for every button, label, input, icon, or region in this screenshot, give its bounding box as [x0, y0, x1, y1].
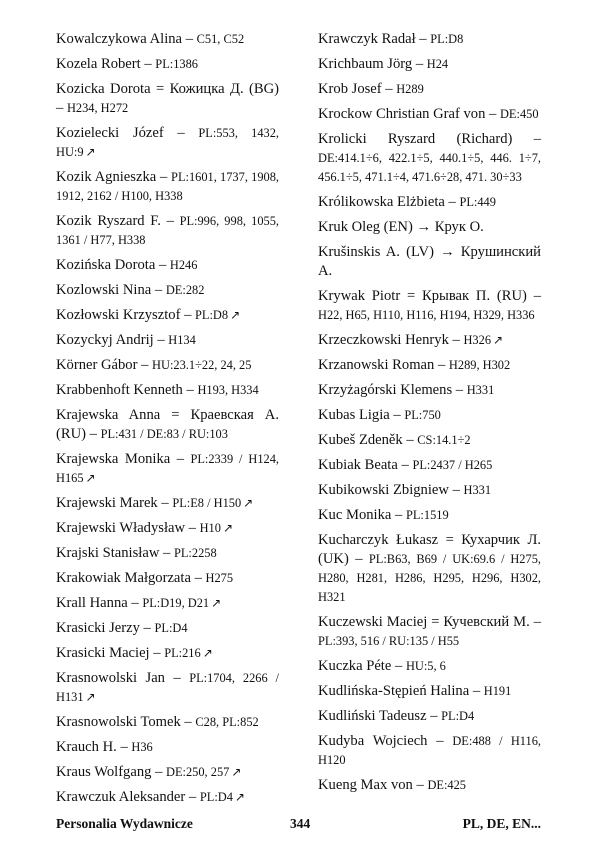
- entry-name: Kozłowski Krzysztof: [56, 307, 181, 323]
- entry-references: PL:B63, B69 / UK:69.6 / H275, H280, H281, H286, H295, H296, H302, H321: [318, 552, 541, 604]
- entry-references: PL:2339 / H124, H165: [56, 452, 280, 485]
- entry-name: Kudlińska-Stępień Halina: [318, 683, 470, 699]
- index-entry: Kuczka Péte – HU:5, 6: [318, 658, 446, 674]
- entry-references: H331: [463, 483, 492, 497]
- entry-name: Kudyba Wojciech: [318, 733, 428, 749]
- index-entry: Kozlowski Nina – DE:282: [56, 282, 205, 298]
- entry-references: H289, H302: [448, 358, 511, 372]
- index-entry: Krakowiak Małgorzata – H275: [56, 570, 234, 586]
- entry-references: PL:431 / DE:83 / RU:103: [100, 427, 228, 441]
- entry-name: Krawczyk Radał: [318, 31, 416, 47]
- index-entry: Krzanowski Roman – H289, H302: [318, 357, 511, 373]
- entry-references: CS:14.1÷2: [417, 433, 471, 447]
- entry-name: Krob Josef: [318, 81, 382, 97]
- entry-name: Kowalczykowa Alina: [56, 31, 183, 47]
- entry-name: Kueng Max von: [318, 777, 413, 793]
- entry-name: Kuczka Péte: [318, 658, 392, 674]
- entry-references: PL:1519: [405, 508, 449, 522]
- index-entry: Krasicki Maciej – PL:216 ↗: [56, 645, 213, 661]
- entry-name: Krasicki Maciej: [56, 645, 150, 661]
- entry-references: H10: [199, 521, 221, 535]
- index-entry: Krasnowolski Tomek – C28, PL:852: [56, 714, 259, 730]
- entry-name: Kuczewski Maciej = Кучевский М.: [318, 614, 530, 630]
- see-also-arrow-icon: ↗: [243, 496, 254, 510]
- entry-references: C51, C52: [196, 32, 245, 46]
- entry-references: PL:553, 1432, HU:9: [56, 126, 279, 159]
- index-entry: Królikowska Elżbieta – PL:449: [318, 194, 496, 210]
- entry-references: PL:D8: [195, 308, 229, 322]
- index-entry: Krawczuk Aleksander – PL:D4 ↗: [56, 789, 245, 805]
- entry-name: Kucharczyk Łukasz = Кухарчик Л. (UK): [318, 532, 541, 567]
- entry-name: Krzyżagórski Klemens: [318, 382, 453, 398]
- see-also-arrow-icon: ↗: [234, 790, 245, 804]
- entry-references: HU:5, 6: [405, 659, 446, 673]
- entry-name: Kraus Wolfgang: [56, 764, 152, 780]
- index-entry: Krzeczkowski Henryk – H326 ↗: [318, 332, 504, 348]
- entry-name: Krzeczkowski Henryk: [318, 332, 449, 348]
- index-entry: Kubeš Zdeněk – CS:14.1÷2: [318, 432, 471, 448]
- index-entry: Krasnowolski Jan – PL:1704, 2266 / H131 ↗: [56, 670, 279, 704]
- entry-name: Kozińska Dorota: [56, 257, 156, 273]
- entry-references: DE:282: [165, 283, 205, 297]
- entry-name: Kozielecki Józef: [56, 125, 164, 141]
- index-entry: Krauch H. – H36: [56, 739, 153, 755]
- index-entry: Kudlińska-Stępień Halina – H191: [318, 683, 512, 699]
- entry-references: PL:D4: [154, 621, 188, 635]
- index-entry: Kozyckyj Andrij – H134: [56, 332, 196, 348]
- page-number: 344: [290, 816, 311, 831]
- entry-references: PL:216: [164, 646, 201, 660]
- index-entry: Kozik Ryszard F. – PL:996, 998, 1055, 1361 / H77, H338: [56, 213, 280, 247]
- entry-name: Kubiak Beata: [318, 457, 398, 473]
- entry-references: PL:1704, 2266 / H131: [56, 671, 279, 704]
- see-also-arrow-icon: ↗: [211, 596, 222, 610]
- index-column-right: [318, 30, 541, 801]
- entry-references: PL:996, 998, 1055, 1361 / H77, H338: [56, 214, 280, 247]
- index-column-left: [56, 30, 279, 813]
- entry-references: H289: [396, 82, 424, 96]
- index-entry: Kozicka Dorota = Кожицка Д. (BG) – H234, H272: [56, 81, 279, 116]
- entry-name: Krušinskis A. (LV) → Крушинский А.: [318, 244, 541, 279]
- entry-references: C28, PL:852: [195, 715, 259, 729]
- entry-references: PL:750: [404, 408, 441, 422]
- index-entry: Körner Gábor – HU:23.1÷22, 24, 25: [56, 357, 252, 373]
- index-entry: Krichbaum Jörg – H24: [318, 56, 449, 72]
- entry-references: PL:D4: [199, 790, 233, 804]
- index-entry: Krawczyk Radał – PL:D8: [318, 31, 464, 47]
- entry-references: DE:414.1÷6, 422.1÷5, 440.1÷5, 446. 1÷7, 456.1÷5, 471.1÷4, 471.6÷28, 471. 30÷33: [318, 151, 541, 184]
- entry-references: PL:D19, D21: [142, 596, 210, 610]
- entry-name: Krajewski Władysław: [56, 520, 186, 536]
- footer-publication-title: Personalia Wydawnicze: [56, 816, 193, 831]
- entry-name: Krasicki Jerzy: [56, 620, 140, 636]
- entry-references: PL:2437 / H265: [412, 458, 493, 472]
- entry-name: Körner Gábor: [56, 357, 138, 373]
- entry-name: Kozik Ryszard F.: [56, 213, 161, 229]
- index-entry: Krajewski Władysław – H10 ↗: [56, 520, 234, 536]
- entry-name: Krajski Stanisław: [56, 545, 160, 561]
- see-also-arrow-icon: ↗: [230, 308, 241, 322]
- entry-references: H234, H272: [66, 101, 129, 115]
- entry-name: Krasnowolski Jan: [56, 670, 165, 686]
- entry-references: H22, H65, H110, H116, H194, H329, H336: [318, 308, 535, 322]
- index-entry: Kozik Agnieszka – PL:1601, 1737, 1908, 1912, 2162 / H100, H338: [56, 169, 280, 203]
- entry-name: Kubeš Zdeněk: [318, 432, 403, 448]
- entry-name: Krawczuk Aleksander: [56, 789, 186, 805]
- entry-name: Kozela Robert: [56, 56, 141, 72]
- see-also-arrow-icon: ↗: [85, 145, 96, 159]
- index-entry: Kozłowski Krzysztof – PL:D8 ↗: [56, 307, 241, 323]
- entry-name: Kudliński Tadeusz: [318, 708, 427, 724]
- entry-references: DE:488 / H116, H120: [318, 734, 541, 767]
- index-entry: Krockow Christian Graf von – DE:450: [318, 106, 539, 122]
- entry-references: H326: [463, 333, 492, 347]
- entry-references: H331: [466, 383, 495, 397]
- index-entry: Kucharczyk Łukasz = Кухарчик Л. (UK) – PL:B63, B69 / UK:69.6 / H275, H280, H281, H286, H295, H296, H302, H321: [318, 532, 541, 604]
- index-entry: Krajewska Anna = Краевская А. (RU) – PL:431 / DE:83 / RU:103: [56, 407, 279, 442]
- entry-name: Królikowska Elżbieta: [318, 194, 445, 210]
- index-entry: Krywak Piotr = Крывак П. (RU) – H22, H65, H110, H116, H194, H329, H336: [318, 288, 541, 322]
- entry-name: Krywak Piotr = Крывак П. (RU): [318, 288, 527, 304]
- index-entry: Kozielecki Józef – PL:553, 1432, HU:9 ↗: [56, 125, 279, 159]
- entry-references: PL:393, 516 / RU:135 / H55: [318, 634, 460, 648]
- index-entry: Krajski Stanisław – PL:2258: [56, 545, 217, 561]
- entry-references: DE:450: [499, 107, 539, 121]
- entry-name: Krolicki Ryszard (Richard): [318, 131, 513, 147]
- entry-references: PL:449: [459, 195, 496, 209]
- see-also-arrow-icon: ↗: [85, 471, 96, 485]
- index-entry: Kubiak Beata – PL:2437 / H265: [318, 457, 493, 473]
- index-entry: Krajewska Monika – PL:2339 / H124, H165 ↗: [56, 451, 280, 485]
- entry-references: H191: [483, 684, 512, 698]
- index-entry: Krolicki Ryszard (Richard) – DE:414.1÷6, 422.1÷5, 440.1÷5, 446. 1÷7, 456.1÷5, 471.1÷4, 471.6÷28, 471. 30÷33: [318, 131, 541, 184]
- entry-name: Krauch H.: [56, 739, 117, 755]
- entry-references: DE:250, 257: [166, 765, 230, 779]
- entry-references: H275: [205, 571, 234, 585]
- entry-name: Krabbenhoft Kenneth: [56, 382, 183, 398]
- index-entry: Kubikowski Zbigniew – H331: [318, 482, 492, 498]
- index-entry: Kueng Max von – DE:425: [318, 777, 466, 793]
- entry-references: H36: [131, 740, 153, 754]
- index-entry: Kubas Ligia – PL:750: [318, 407, 441, 423]
- entry-name: Krakowiak Małgorzata: [56, 570, 191, 586]
- index-entry: Kowalczykowa Alina – C51, C52: [56, 31, 245, 47]
- entry-name: Krockow Christian Graf von: [318, 106, 486, 122]
- entry-references: PL:1601, 1737, 1908, 1912, 2162 / H100, H338: [56, 170, 280, 203]
- index-entry: Krabbenhoft Kenneth – H193, H334: [56, 382, 259, 398]
- entry-references: PL:2258: [173, 546, 217, 560]
- entry-references: PL:1386: [155, 57, 198, 71]
- entry-name: Kuc Monika: [318, 507, 392, 523]
- entry-name: Kozicka Dorota = Кожицка Д. (BG): [56, 81, 279, 97]
- index-entry: Kraus Wolfgang – DE:250, 257 ↗: [56, 764, 242, 780]
- index-entry: Kudyba Wojciech – DE:488 / H116, H120: [318, 733, 541, 767]
- entry-name: Kubikowski Zbigniew: [318, 482, 449, 498]
- index-entry: Krall Hanna – PL:D19, D21 ↗: [56, 595, 222, 611]
- entry-name: Kozlowski Nina: [56, 282, 152, 298]
- entry-name: Krichbaum Jörg: [318, 56, 413, 72]
- footer-language-list: PL, DE, EN...: [462, 816, 541, 831]
- index-entry: Krasicki Jerzy – PL:D4: [56, 620, 188, 636]
- entry-name: Kozyckyj Andrij: [56, 332, 154, 348]
- entry-references: H246: [169, 258, 198, 272]
- entry-references: H24: [426, 57, 449, 71]
- entry-references: HU:23.1÷22, 24, 25: [152, 358, 252, 372]
- entry-name: Kozik Agnieszka: [56, 169, 157, 185]
- entry-references: PL:D8: [430, 32, 464, 46]
- entry-references: PL:D4: [441, 709, 475, 723]
- index-entry: Krob Josef – H289: [318, 81, 424, 97]
- index-entry: Kuc Monika – PL:1519: [318, 507, 449, 523]
- page-footer: [56, 816, 541, 834]
- see-also-arrow-icon: ↗: [85, 690, 96, 704]
- entry-name: Krzanowski Roman: [318, 357, 435, 373]
- entry-name: Kubas Ligia: [318, 407, 390, 423]
- index-entry: Kozińska Dorota – H246: [56, 257, 198, 273]
- entry-name: Krajewska Anna = Краевская А. (RU): [56, 407, 279, 442]
- see-also-arrow-icon: ↗: [231, 765, 242, 779]
- index-entry: [318, 218, 541, 237]
- entry-references: DE:425: [427, 778, 466, 792]
- entry-name: Krasnowolski Tomek: [56, 714, 181, 730]
- see-also-arrow-icon: ↗: [222, 521, 234, 535]
- entry-references: H134: [168, 333, 196, 347]
- entry-name: Krall Hanna: [56, 595, 128, 611]
- entry-name: Kruk Oleg (EN) → Крук О.: [318, 219, 484, 235]
- index-entry: Kudliński Tadeusz – PL:D4: [318, 708, 475, 724]
- index-entry: Kozela Robert – PL:1386: [56, 56, 198, 72]
- index-entry: [318, 243, 541, 281]
- index-entry: Kuczewski Maciej = Кучевский М. – PL:393, 516 / RU:135 / H55: [318, 614, 541, 648]
- index-entry: Krajewski Marek – PL:E8 / H150 ↗: [56, 495, 254, 511]
- entry-name: Krajewska Monika: [56, 451, 171, 467]
- see-also-arrow-icon: ↗: [202, 646, 213, 660]
- entry-references: PL:E8 / H150: [172, 496, 242, 510]
- index-entry: Krzyżagórski Klemens – H331: [318, 382, 495, 398]
- see-also-arrow-icon: ↗: [493, 333, 504, 347]
- entry-name: Krajewski Marek: [56, 495, 158, 511]
- entry-references: H193, H334: [197, 383, 259, 397]
